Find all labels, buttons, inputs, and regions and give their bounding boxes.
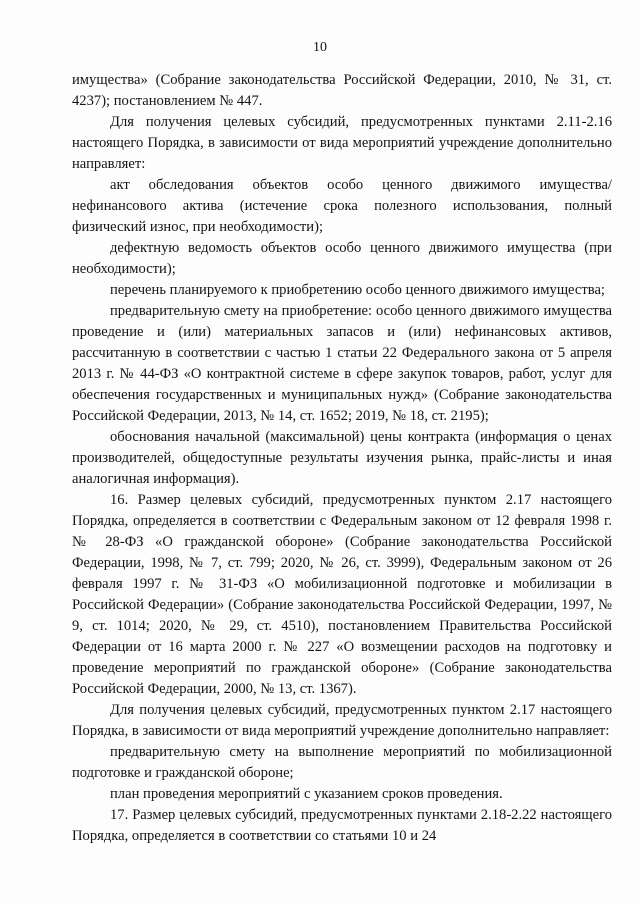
paragraph-inspection-act: акт обследования объектов особо ценного движимого имущества/нефинансового актива (истечение срока полезного использования, полный физический износ, при необходимости);	[72, 177, 612, 235]
paragraph-subsidy-2-17-documents: Для получения целевых субсидий, предусмотренных пунктом 2.17 настоящего Порядка, в зависимости от вида мероприятий учреждение дополнительно направляет:	[72, 702, 612, 739]
document-body	[72, 70, 612, 847]
paragraph-preliminary-estimate: предварительную смету на приобретение: особо ценного движимого имущества проведение и (или) материальных запасов и (или) нефинансовых активов, рассчитанную в соответствии с частью 1 статьи 22 Федерального закона от 5 апреля 2013 г. № 44-ФЗ «О контрактной системе в сфере закупок товаров, работ, услуг для обеспечения государственных и муниципальных нужд» (Собрание законодательства Российской Федерации, 2013, № 14, ст. 1652; 2019, № 18, ст. 2195);	[72, 303, 612, 424]
paragraph-item-17: 17. Размер целевых субсидий, предусмотренных пунктами 2.18-2.22 настоящего Порядка, определяется в соответствии со статьями 10 и 24	[72, 807, 612, 844]
paragraph-mobilization-estimate: предварительную смету на выполнение мероприятий по мобилизационной подготовке и гражданской обороне;	[72, 744, 612, 781]
paragraph-continuation: имущества» (Собрание законодательства Российской Федерации, 2010, № 31, ст. 4237); постановлением № 447.	[72, 72, 612, 109]
paragraph-item-16: 16. Размер целевых субсидий, предусмотренных пунктом 2.17 настоящего Порядка, определяется в соответствии с Федеральным законом от 12 февраля 1998 г. № 28-ФЗ «О гражданской обороне» (Собрание законодательства Российской Федерации, 1998, № 7, ст. 799; 2020, № 26, ст. 3999), Федеральным законом от 26 февраля 1997 г. № 31-ФЗ «О мобилизационной подготовке и мобилизации в Российской Федерации» (Собрание законодательства Российской Федерации, 1997, № 9, ст. 1014; 2020, № 29, ст. 4510), постановлением Правительства Российской Федерации от 16 марта 2000 г. № 227 «О возмещении расходов на подготовку и проведение мероприятий по гражданской обороне» (Собрание законодательства Российской Федерации, 2000, № 13, ст. 1367).	[72, 492, 612, 697]
paragraph-defect-statement: дефектную ведомость объектов особо ценного движимого имущества (при необходимости);	[72, 240, 612, 277]
paragraph-event-plan: план проведения мероприятий с указанием сроков проведения.	[110, 786, 503, 802]
paragraph-subsidy-2-11-2-16-documents: Для получения целевых субсидий, предусмотренных пунктами 2.11-2.16 настоящего Порядка, в зависимости от вида мероприятий учреждение дополнительно направляет:	[72, 114, 612, 172]
paragraph-price-justification: обоснования начальной (максимальной) цены контракта (информация о ценах производителей, общедоступные результаты изучения рынка, прайс-листы и иная аналогичная информация).	[72, 429, 612, 487]
paragraph-acquisition-list: перечень планируемого к приобретению особо ценного движимого имущества;	[110, 282, 605, 298]
page-number: 10	[313, 40, 327, 55]
